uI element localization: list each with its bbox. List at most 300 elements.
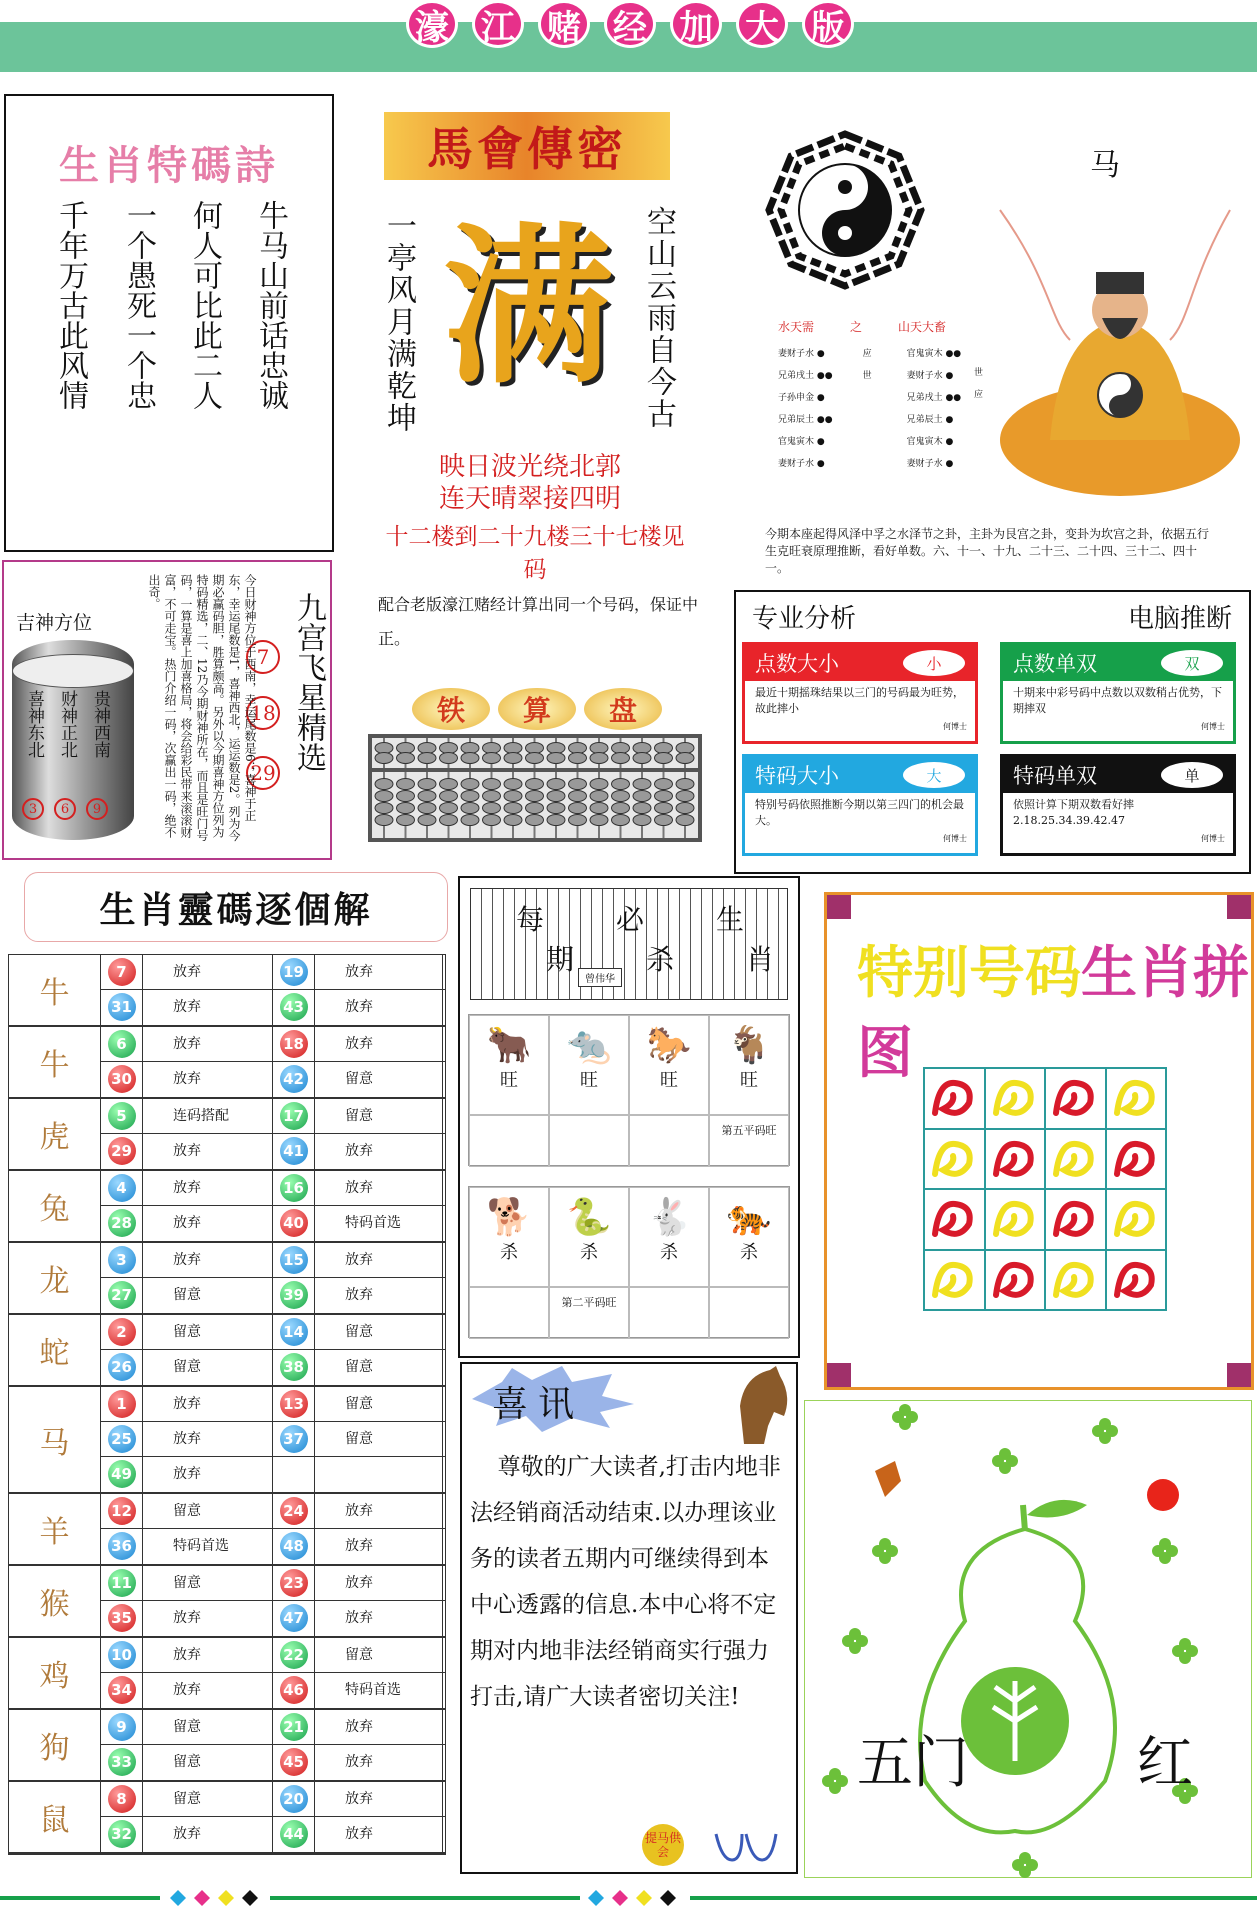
zodiac-animal-icon: 猴 <box>9 1566 101 1636</box>
table-row <box>101 955 445 990</box>
zodiac-advice: 留意 <box>143 1350 273 1385</box>
abacus-bead <box>590 779 608 790</box>
puzzle-tile <box>924 1068 985 1129</box>
pear-right-text: 红 <box>1137 1731 1193 1796</box>
analysis-card <box>1000 754 1236 856</box>
zodiac-advice: 留意 <box>315 1062 443 1097</box>
header-char: 濠 <box>406 0 458 48</box>
number-ball: 1 <box>108 1390 136 1418</box>
zodiac-group <box>9 1315 445 1387</box>
table-row <box>101 1134 445 1169</box>
abacus-bead <box>547 815 565 826</box>
number-ball: 17 <box>280 1102 308 1130</box>
cylinder-number: 3 <box>22 798 44 820</box>
number-ball: 45 <box>280 1748 308 1776</box>
kill-note-cell <box>549 1115 629 1167</box>
kill-cell <box>709 1015 789 1115</box>
abacus-bead <box>375 743 393 754</box>
verse-line-3: 十二楼到二十九楼三十七楼见码 <box>385 524 685 583</box>
number-ball: 20 <box>280 1785 308 1813</box>
zodiac-animal-icon: 虎 <box>9 1099 101 1169</box>
zodiac-animal-icon: 鸡 <box>9 1638 101 1708</box>
number-ball: 40 <box>280 1209 308 1237</box>
zodiac-advice: 留意 <box>143 1315 273 1349</box>
zodiac-table <box>8 954 446 1855</box>
number-ball: 36 <box>108 1532 136 1560</box>
iron-abacus-label <box>412 688 662 730</box>
table-row <box>101 1099 445 1134</box>
abacus-bead <box>633 815 651 826</box>
number-ball: 10 <box>108 1641 136 1669</box>
news-box <box>460 1362 798 1874</box>
zodiac-advice: 放弃 <box>143 1457 273 1492</box>
number-ball: 44 <box>280 1820 308 1848</box>
number-ball: 4 <box>108 1174 136 1202</box>
table-row <box>101 1673 445 1708</box>
analysis-title-right: 电脑推断 <box>1127 604 1232 634</box>
kill-animal-icon: 🐂 <box>486 1025 532 1066</box>
kill-note-cell <box>629 1115 709 1167</box>
zodiac-advice: 放弃 <box>315 1278 443 1313</box>
number-ball: 28 <box>108 1209 136 1237</box>
news-stamp: 提马供会 <box>642 1824 684 1866</box>
number-ball: 22 <box>280 1641 308 1669</box>
zodiac-advice: 留意 <box>143 1745 273 1780</box>
abacus-bead <box>375 791 393 802</box>
analysis-card-sign: 何博士 <box>1201 834 1225 843</box>
footer-diamond <box>660 1890 676 1906</box>
hexagram-mark: 世 <box>974 368 984 378</box>
sage-figure-icon <box>990 200 1250 500</box>
zodiac-advice: 放弃 <box>143 1206 273 1241</box>
news-body: 尊敬的广大读者,打击内地非法经销商活动结束.以办理该业务的读者五期内可继续得到本中心透露的信息.本中心将不定期对内地非法经销商实行强力打击,请广大读者密切关注! <box>470 1454 781 1710</box>
abacus-bead <box>526 743 544 754</box>
zodiac-group <box>9 1638 445 1710</box>
middle-note: 配合老版濠江赌经计算出同一个号码，保证中正。 <box>378 595 699 648</box>
hexagram-line: 兄弟戌土 ●● <box>906 393 962 403</box>
abacus-bead <box>655 791 673 802</box>
kill-status: 旺 <box>660 1070 678 1091</box>
abacus-bead <box>418 753 436 764</box>
abacus-bead <box>590 791 608 802</box>
number-ball: 29 <box>108 1137 136 1165</box>
table-row <box>101 1422 445 1457</box>
number-ball: 49 <box>108 1460 136 1488</box>
abacus-bead <box>590 803 608 814</box>
number-ball: 7 <box>108 958 136 986</box>
poem-column: 一个愚死一个忠 <box>121 200 156 410</box>
analysis-card-title: 点数大小 <box>755 652 839 676</box>
abacus-bead <box>461 753 479 764</box>
analysis-cards <box>742 642 1242 856</box>
footer-diamond <box>612 1890 628 1906</box>
horse-meeting-banner: 馬會傳密 <box>384 112 670 180</box>
zodiac-advice: 放弃 <box>143 1387 273 1421</box>
puzzle-grid <box>923 1067 1167 1311</box>
abacus-bead <box>504 743 522 754</box>
zodiac-advice: 放弃 <box>315 1566 443 1600</box>
hexagram-right-title: 山天大畜 <box>898 320 947 334</box>
left-vertical-verse: 一亭风月满乾坤 <box>381 210 416 434</box>
abacus-bead <box>676 753 694 764</box>
abacus-bead <box>461 803 479 814</box>
kill-title-char: 生 <box>715 903 744 936</box>
right-vertical-verse: 空山云雨自今古 <box>641 206 676 430</box>
cylinder-number: 9 <box>86 798 108 820</box>
number-ball: 8 <box>108 1785 136 1813</box>
abacus-bead <box>418 743 436 754</box>
abacus-bead <box>569 791 587 802</box>
hexagram-line: 官鬼寅木 ● <box>778 437 825 447</box>
table-row <box>101 1315 445 1350</box>
zodiac-advice: 放弃 <box>143 990 273 1025</box>
kill-animal-icon: 🐍 <box>566 1197 612 1238</box>
hexagram-line: 兄弟辰土 ●● <box>778 415 833 425</box>
hexagram-line: 妻财子水 ● <box>906 371 954 381</box>
abacus-bead <box>655 779 673 790</box>
abacus-bead <box>461 779 479 790</box>
zodiac-group <box>9 1566 445 1638</box>
number-ball: 33 <box>108 1748 136 1776</box>
abacus-bead <box>612 815 630 826</box>
kill-animal-icon: 🐐 <box>726 1025 772 1066</box>
zodiac-advice: 放弃 <box>315 1782 443 1816</box>
abacus-bead <box>655 803 673 814</box>
puzzle-title-b: 生肖拼图 <box>857 941 1249 1086</box>
table-row <box>101 1457 445 1492</box>
zodiac-advice: 放弃 <box>143 1243 273 1277</box>
number-ball: 42 <box>280 1065 308 1093</box>
abacus-bead <box>461 791 479 802</box>
analysis-card-body: 十期来中彩号码中点数以双数稍占优势，下期摔双 <box>1013 686 1222 715</box>
hexagram-line: 官鬼寅木 ● <box>906 437 954 447</box>
hexagram-line: 兄弟辰土 ● <box>906 415 954 425</box>
analysis-card-sign: 何博士 <box>943 722 967 731</box>
kill-title-char: 肖 <box>745 943 774 976</box>
number-ball: 43 <box>280 993 308 1021</box>
verse-line-1: 映日波光绕北郭 <box>438 452 621 482</box>
zodiac-advice: 特码首选 <box>315 1206 443 1241</box>
kill-note-cell <box>469 1115 549 1167</box>
divination-description: 今期本座起得风泽中孚之水泽节之卦，主卦为艮宫之卦，变卦为坎宫之卦，依据五行生克旺衰原理推断，看好单数。六、十一、十九、二十三、二十四、三十二、四十一。 <box>765 527 1210 575</box>
puzzle-tile <box>1106 1068 1167 1129</box>
abacus-bead <box>612 743 630 754</box>
abacus-bead <box>547 743 565 754</box>
puzzle-tile <box>985 1250 1046 1311</box>
zodiac-advice: 放弃 <box>143 1062 273 1097</box>
number-ball: 27 <box>108 1281 136 1309</box>
zodiac-advice: 特码首选 <box>315 1673 443 1708</box>
zodiac-group <box>9 1099 445 1171</box>
table-row <box>101 1350 445 1385</box>
zodiac-group <box>9 1710 445 1782</box>
horseshoe-icon <box>712 1830 782 1864</box>
abacus-bead <box>397 779 415 790</box>
zodiac-group <box>9 1243 445 1315</box>
analysis-title <box>752 598 1232 635</box>
table-row <box>101 1710 445 1745</box>
zodiac-animal-icon: 羊 <box>9 1494 101 1564</box>
abacus-bead <box>526 815 544 826</box>
abacus-bead <box>569 779 587 790</box>
abacus-bead <box>418 803 436 814</box>
abacus-bead <box>633 791 651 802</box>
number-ball: 18 <box>280 1030 308 1058</box>
horse-label: 马 <box>1090 148 1120 183</box>
table-row <box>101 1745 445 1780</box>
pear-left-text: 五门 <box>857 1731 969 1796</box>
zodiac-advice: 留意 <box>315 1350 443 1385</box>
abacus-bead <box>461 743 479 754</box>
poem-box <box>4 94 334 552</box>
zodiac-animal-icon: 牛 <box>9 955 101 1025</box>
number-ball: 48 <box>280 1532 308 1560</box>
zodiac-advice: 留意 <box>315 1315 443 1349</box>
cylinder-column: 喜神东北 <box>24 690 44 758</box>
kill-title-char: 每 <box>515 903 544 936</box>
zodiac-advice: 放弃 <box>315 955 443 989</box>
abacus-bead <box>569 803 587 814</box>
kill-note-cell: 第二平码旺 <box>549 1287 629 1339</box>
abacus-char: 算 <box>498 688 576 730</box>
number-ball: 47 <box>280 1604 308 1632</box>
footer-diamond <box>218 1890 234 1906</box>
abacus-bead <box>655 815 673 826</box>
kill-cell <box>629 1187 709 1287</box>
hexagram-line: 兄弟戌土 ●● <box>778 371 833 381</box>
abacus-bead <box>676 791 694 802</box>
header-char: 江 <box>472 0 524 48</box>
zodiac-advice: 放弃 <box>143 1673 273 1708</box>
zodiac-advice: 特码首选 <box>143 1529 273 1564</box>
number-ball: 37 <box>280 1425 308 1453</box>
zodiac-advice: 放弃 <box>143 1171 273 1205</box>
abacus-bead <box>483 753 501 764</box>
zodiac-advice: 连码搭配 <box>143 1099 273 1133</box>
pear-icon <box>805 1401 1253 1879</box>
table-row <box>101 1027 445 1062</box>
zodiac-advice: 放弃 <box>315 1134 443 1169</box>
zodiac-advice: 留意 <box>143 1566 273 1600</box>
abacus-bead <box>633 779 651 790</box>
table-row <box>101 1782 445 1817</box>
kill-title-char: 期 <box>545 943 574 976</box>
analysis-card-head <box>1003 757 1233 793</box>
number-ball: 5 <box>108 1102 136 1130</box>
table-row <box>101 1638 445 1673</box>
abacus-bead <box>483 791 501 802</box>
abacus-bead <box>633 803 651 814</box>
zodiac-advice: 放弃 <box>315 1817 443 1852</box>
kill-status: 旺 <box>500 1070 518 1091</box>
analysis-card <box>742 754 978 856</box>
kill-animal-icon: 🐀 <box>566 1025 612 1066</box>
zodiac-advice: 留意 <box>143 1278 273 1313</box>
kill-title-char: 必 <box>615 903 644 936</box>
abacus-bead <box>461 815 479 826</box>
number-ball: 11 <box>108 1569 136 1597</box>
analysis-card-pill: 单 <box>1161 762 1223 788</box>
kill-panel <box>458 876 800 1358</box>
number-ball: 26 <box>108 1353 136 1381</box>
zodiac-advice: 放弃 <box>315 1171 443 1205</box>
table-row <box>101 1387 445 1422</box>
abacus-bead <box>504 815 522 826</box>
number-ball: 12 <box>108 1497 136 1525</box>
abacus-bead <box>397 791 415 802</box>
abacus-bead <box>440 753 458 764</box>
abacus-bead <box>569 753 587 764</box>
zodiac-advice: 留意 <box>143 1494 273 1528</box>
horse-head-icon <box>724 1366 794 1446</box>
abacus-bead <box>526 779 544 790</box>
zodiac-advice: 放弃 <box>143 1638 273 1672</box>
abacus-bead <box>440 779 458 790</box>
analysis-card-title: 点数单双 <box>1013 652 1097 676</box>
hexagram-line: 子孙申金 ● <box>778 393 825 403</box>
zodiac-advice: 放弃 <box>143 1422 273 1456</box>
zodiac-advice: 放弃 <box>315 1710 443 1744</box>
zodiac-animal-icon: 狗 <box>9 1710 101 1780</box>
number-ball: 30 <box>108 1065 136 1093</box>
analysis-card-body: 特别号码依照推断今期以第三四门的机会最大。 <box>755 798 964 827</box>
abacus-bead <box>633 753 651 764</box>
hexagram-mark: 应 <box>862 349 872 359</box>
analysis-card-head <box>1003 645 1233 681</box>
kill-cell <box>469 1015 549 1115</box>
abacus-bead <box>590 753 608 764</box>
abacus-bead <box>547 753 565 764</box>
number-ball: 19 <box>280 958 308 986</box>
abacus-bead <box>633 743 651 754</box>
cylinder-column: 财神正北 <box>57 690 77 758</box>
abacus-bead <box>483 743 501 754</box>
nine-palace-number: 7 <box>246 640 280 674</box>
puzzle-tile <box>1045 1189 1106 1250</box>
zodiac-animal-icon: 鼠 <box>9 1782 101 1852</box>
kill-note-cell <box>469 1287 549 1339</box>
kill-note-cell <box>709 1287 789 1339</box>
footer-diamond <box>194 1890 210 1906</box>
puzzle-tile <box>1106 1189 1167 1250</box>
number-ball: 41 <box>280 1137 308 1165</box>
analysis-card-body: 最近十期摇珠结果以三门的号码最为旺势，故此摔小 <box>755 686 964 715</box>
zodiac-advice: 放弃 <box>315 990 443 1025</box>
poem-column: 何人可比此二人 <box>187 200 222 410</box>
zodiac-advice: 留意 <box>143 1782 273 1816</box>
footer-decoration <box>0 1888 1257 1909</box>
puzzle-tile <box>924 1250 985 1311</box>
cylinder-column: 贵神西南 <box>90 690 110 758</box>
kill-status: 杀 <box>660 1242 678 1263</box>
zodiac-advice: 放弃 <box>315 1601 443 1636</box>
table-row <box>101 1278 445 1313</box>
number-ball: 38 <box>280 1353 308 1381</box>
number-ball: 13 <box>280 1390 308 1418</box>
zodiac-advice: 留意 <box>143 1710 273 1744</box>
abacus-bead <box>504 791 522 802</box>
abacus-char: 铁 <box>412 688 490 730</box>
abacus-bead <box>483 779 501 790</box>
table-row <box>101 1494 445 1529</box>
number-ball: 2 <box>108 1318 136 1346</box>
analysis-card <box>742 642 978 744</box>
abacus-bead <box>397 743 415 754</box>
abacus-bead <box>526 791 544 802</box>
zodiac-advice: 放弃 <box>315 1243 443 1277</box>
abacus-bead <box>676 779 694 790</box>
number-ball: 34 <box>108 1676 136 1704</box>
number-ball: 32 <box>108 1820 136 1848</box>
abacus-bead <box>655 753 673 764</box>
abacus-bead <box>569 743 587 754</box>
zodiac-advice: 放弃 <box>315 1494 443 1528</box>
analysis-card-head <box>745 645 975 681</box>
footer-diamond <box>242 1890 258 1906</box>
hexagram-line: 妻财子水 ● <box>778 349 825 359</box>
puzzle-tile <box>924 1129 985 1190</box>
number-ball: 31 <box>108 993 136 1021</box>
zodiac-advice: 放弃 <box>143 955 273 989</box>
kill-cell <box>549 1187 629 1287</box>
hexagram-mid: 之 <box>850 320 863 334</box>
abacus-bead <box>676 815 694 826</box>
nine-palace-title: 九宫飞星精选 <box>291 592 326 772</box>
kill-cell <box>629 1015 709 1115</box>
kill-status: 旺 <box>740 1070 758 1091</box>
kill-animal-icon: 🐎 <box>646 1025 692 1066</box>
puzzle-title-a: 特别号码 <box>857 941 1081 1006</box>
abacus-bead <box>397 803 415 814</box>
number-ball: 14 <box>280 1318 308 1346</box>
abacus-bead <box>612 791 630 802</box>
zodiac-group <box>9 1027 445 1099</box>
hexagram-mark: 应 <box>974 390 984 400</box>
kill-stamp: 曾伟华 <box>578 968 622 987</box>
puzzle-tile <box>1106 1129 1167 1190</box>
analysis-card-head <box>745 757 975 793</box>
kill-status: 杀 <box>740 1242 758 1263</box>
kill-note-cell <box>629 1287 709 1339</box>
puzzle-tile <box>1045 1129 1106 1190</box>
news-title: 喜讯 <box>492 1384 585 1425</box>
analysis-card-pill: 大 <box>903 762 965 788</box>
number-ball: 15 <box>280 1246 308 1274</box>
nine-palace-number: 18 <box>246 696 280 730</box>
abacus-bead <box>440 743 458 754</box>
abacus-bead <box>504 779 522 790</box>
zodiac-advice: 留意 <box>315 1422 443 1456</box>
number-ball: 24 <box>280 1497 308 1525</box>
kill-animal-icon: 🐕 <box>486 1197 532 1238</box>
abacus-bead <box>375 753 393 764</box>
kill-title-char: 杀 <box>645 943 674 976</box>
abacus-bead <box>440 803 458 814</box>
abacus-bead <box>418 779 436 790</box>
poem-column: 牛马山前话忠诚 <box>253 200 288 410</box>
kill-status: 旺 <box>580 1070 598 1091</box>
table-row <box>101 1817 445 1852</box>
bagua-yinyang-icon <box>765 130 925 290</box>
table-row <box>101 1062 445 1097</box>
number-ball: 25 <box>108 1425 136 1453</box>
table-row <box>101 1601 445 1636</box>
puzzle-tile <box>1106 1250 1167 1311</box>
abacus-bead <box>440 791 458 802</box>
abacus-bead <box>504 753 522 764</box>
analysis-card-sign: 何博士 <box>1201 722 1225 731</box>
table-row <box>101 1566 445 1601</box>
